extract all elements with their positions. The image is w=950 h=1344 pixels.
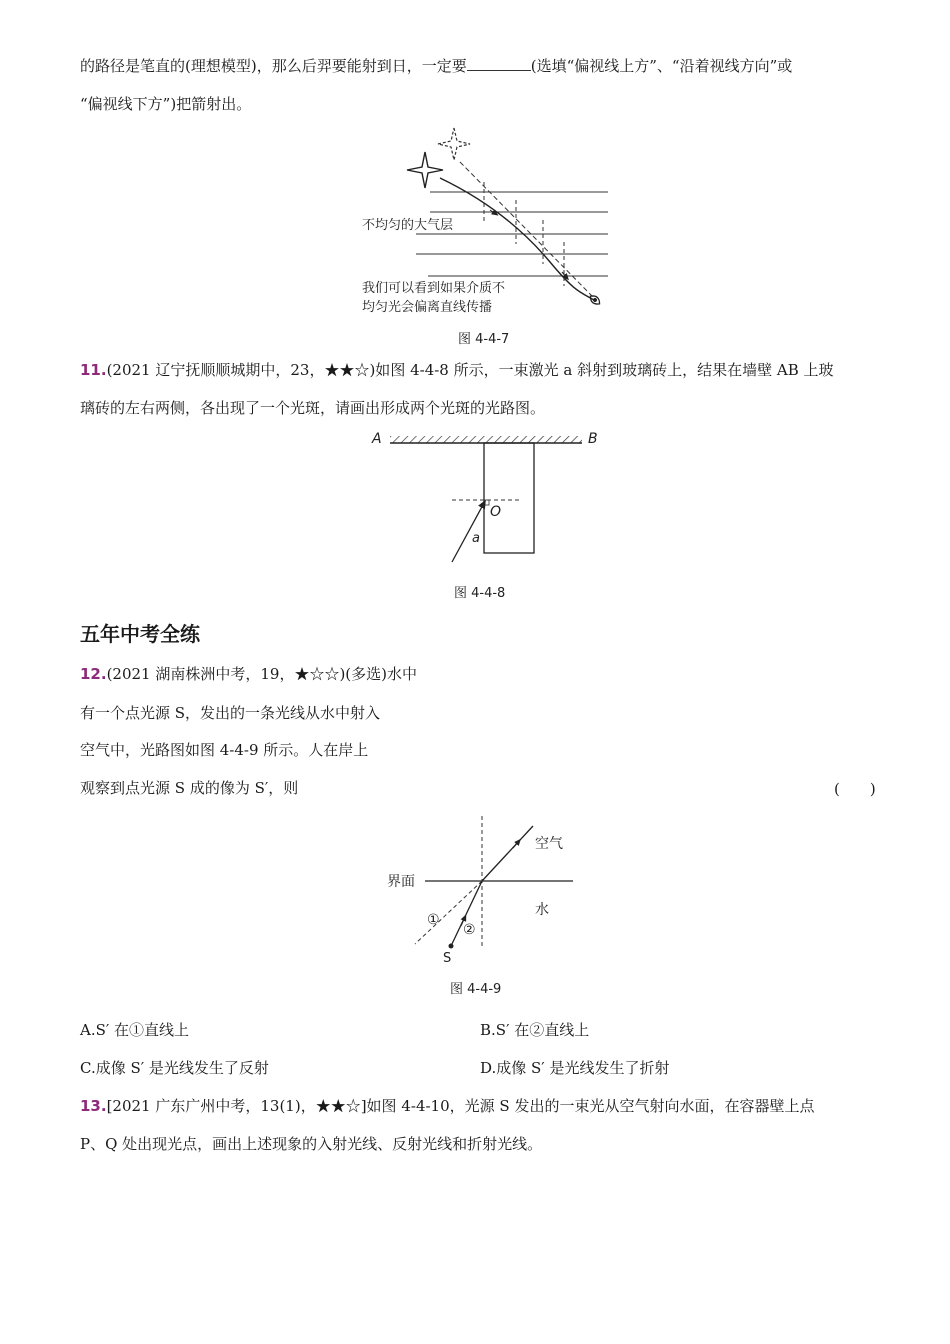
note-line-1: 我们可以看到如果介质不	[362, 281, 506, 296]
question-number: 13.	[80, 1097, 107, 1115]
label-B: B	[588, 431, 598, 447]
text-line: “偏视线下方”)把箭射出。	[80, 95, 252, 113]
label-interface: 界面	[387, 874, 415, 890]
question-number: 12.	[80, 665, 107, 683]
line-of-sight	[460, 162, 594, 298]
question-number: 11.	[80, 361, 107, 379]
figure-4-4-9	[385, 814, 580, 964]
question-12-line: 观察到点光源 S 成的像为 S′，则	[80, 779, 299, 797]
refracted-ray	[482, 826, 533, 881]
label-O: O	[490, 504, 502, 520]
label-S: S	[443, 951, 452, 964]
question-11-line: 璃砖的左右两侧，各出现了一个光斑，请画出形成两个光斑的光路图。	[80, 399, 546, 417]
figure-caption: 图 4-4-7	[458, 332, 510, 347]
option-c[interactable]: C.成像 S′ 是光线发生了反射	[80, 1059, 269, 1077]
glass-brick	[484, 443, 534, 553]
atmosphere-layers	[416, 192, 608, 276]
question-11-line	[80, 360, 834, 380]
real-star-icon	[407, 152, 443, 188]
note-line-2: 均匀光会偏离直线传播	[362, 300, 493, 315]
wall-ab	[390, 436, 582, 443]
label-water: 水	[535, 902, 549, 918]
option-a[interactable]: A.S′ 在①直线上	[80, 1021, 190, 1039]
text-fragment: (选填“偏视线上方”、“沿着视线方向”或	[530, 57, 793, 75]
section-title: 五年中考全练	[80, 622, 200, 646]
apparent-star-icon	[438, 128, 470, 160]
question-12-line: 空气中，光路图如图 4-4-9 所示。人在岸上	[80, 741, 369, 759]
question-13-line	[80, 1096, 814, 1116]
figure-caption: 图 4-4-9	[450, 982, 502, 997]
question-text: [2021 广东广州中考，13(1)，★★☆]如图 4-4-10，光源 S 发出的一束光从空气射向水面，在容器壁上点	[106, 1097, 815, 1115]
question-text: (2021 湖南株洲中考，19，★☆☆)(多选)水中	[106, 665, 418, 683]
option-b[interactable]: B.S′ 在②直线上	[480, 1021, 590, 1039]
figure-caption: 图 4-4-8	[454, 586, 506, 601]
option-d[interactable]: D.成像 S′ 是光线发生了折射	[480, 1059, 670, 1077]
eye-icon	[588, 293, 602, 306]
point-source-S	[449, 944, 454, 949]
label-line-2: ②	[463, 922, 476, 938]
question-12-line	[80, 664, 417, 684]
label-line-1: ①	[427, 912, 440, 928]
label-atmosphere: 不均匀的大气层	[362, 218, 454, 233]
question-12-line: 有一个点光源 S，发出的一条光线从水中射入	[80, 704, 381, 722]
label-A: A	[372, 431, 382, 447]
question-text: (2021 辽宁抚顺顺城期中，23，★★☆)如图 4-4-8 所示，一束激光 a 斜射到玻璃砖上，结果在墙壁 AB 上玻	[106, 361, 834, 379]
label-air: 空气	[535, 836, 563, 852]
text-fragment: 的路径是笔直的(理想模型)，那么后羿要能射到日，一定要	[80, 57, 467, 75]
question-13-line: P、Q 处出现光点，画出上述现象的入射光线、反射光线和折射光线。	[80, 1135, 543, 1153]
figure-4-4-8	[360, 424, 622, 564]
text-line	[80, 56, 792, 76]
figure-4-4-7	[350, 122, 620, 318]
answer-blank[interactable]	[467, 56, 531, 71]
label-a: a	[472, 531, 480, 546]
answer-parentheses[interactable]: ( )	[834, 780, 876, 798]
